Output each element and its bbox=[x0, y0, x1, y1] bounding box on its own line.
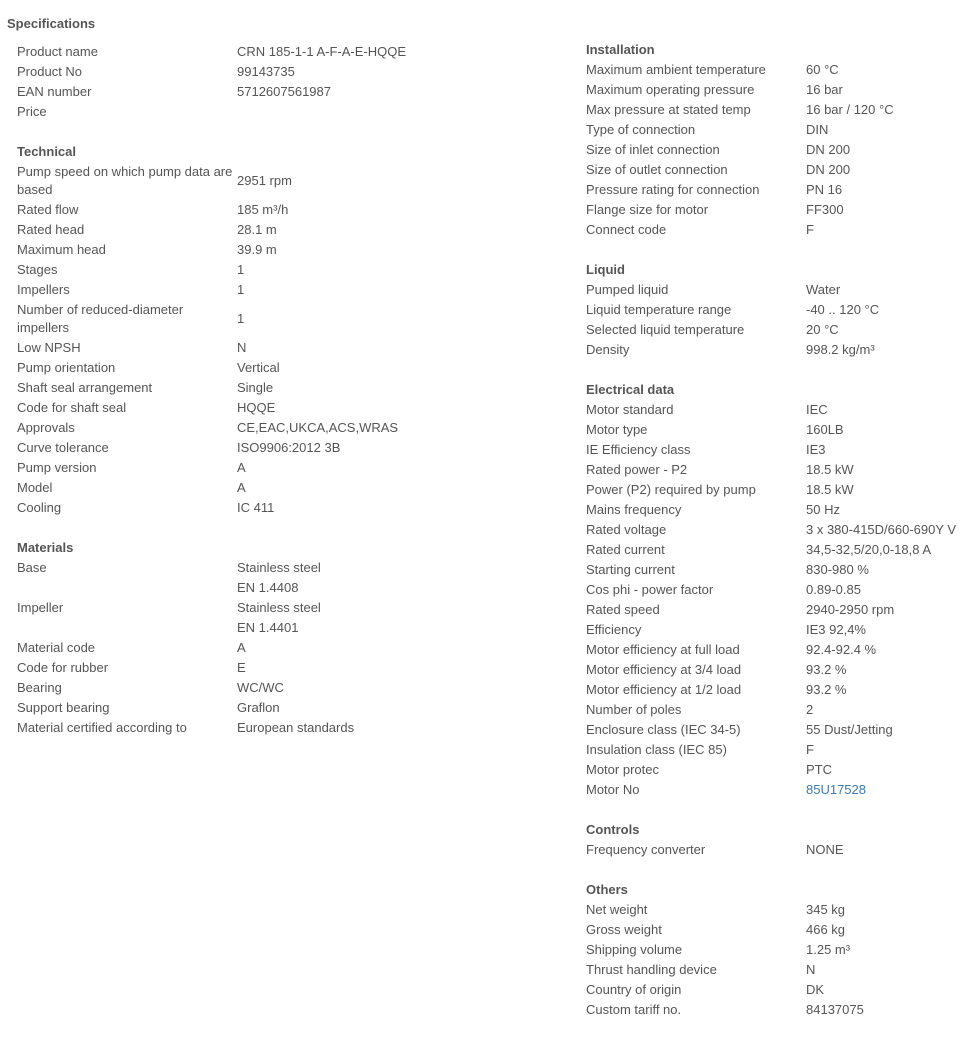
spec-row bbox=[17, 280, 437, 300]
spec-value-line: 55 Dust/Jetting bbox=[806, 722, 893, 737]
spec-row bbox=[586, 720, 964, 740]
spec-value bbox=[806, 460, 964, 480]
spec-value-line: IE3 92,4% bbox=[806, 622, 866, 637]
spec-value-line: Graflon bbox=[237, 700, 280, 715]
spec-row bbox=[586, 180, 964, 200]
spec-value-line: 1 bbox=[237, 262, 245, 277]
spec-label: Impellers bbox=[17, 282, 70, 297]
spec-row bbox=[586, 280, 964, 300]
spec-label: Maximum head bbox=[17, 242, 106, 257]
spec-label: Model bbox=[17, 480, 53, 495]
spec-row bbox=[586, 760, 964, 780]
spec-value bbox=[237, 102, 437, 122]
spec-row bbox=[586, 540, 964, 560]
left-column bbox=[17, 42, 437, 758]
spec-label: Stages bbox=[17, 262, 58, 277]
spec-label: Price bbox=[17, 104, 47, 119]
spec-value bbox=[806, 60, 964, 80]
spec-value-line: 0.89-0.85 bbox=[806, 582, 861, 597]
spec-value-line: 99143735 bbox=[237, 64, 295, 79]
spec-value bbox=[237, 162, 437, 200]
spec-value bbox=[806, 440, 964, 460]
spec-row bbox=[586, 200, 964, 220]
spec-value-line: A bbox=[237, 460, 246, 475]
spec-row bbox=[17, 82, 437, 102]
spec-section-others bbox=[586, 880, 964, 1020]
spec-value bbox=[806, 560, 964, 580]
spec-row bbox=[17, 338, 437, 358]
spec-value-line: 28.1 m bbox=[237, 222, 277, 237]
spec-label: Gross weight bbox=[586, 922, 662, 937]
spec-row bbox=[586, 640, 964, 660]
spec-label: Base bbox=[17, 560, 47, 575]
spec-value-line: ISO9906:2012 3B bbox=[237, 440, 341, 455]
spec-label: Country of origin bbox=[586, 982, 682, 997]
section-title: Technical bbox=[17, 144, 77, 159]
spec-row bbox=[17, 220, 437, 240]
spec-value bbox=[806, 220, 964, 240]
spec-value bbox=[237, 418, 437, 438]
spec-row bbox=[586, 840, 964, 860]
spec-value-line: HQQE bbox=[237, 400, 276, 415]
spec-label: Frequency converter bbox=[586, 842, 706, 857]
spec-value bbox=[806, 140, 964, 160]
spec-row bbox=[17, 598, 437, 638]
spec-label: Pumped liquid bbox=[586, 282, 669, 297]
spec-row bbox=[586, 60, 964, 80]
section-title: Controls bbox=[586, 822, 640, 837]
spec-value bbox=[806, 680, 964, 700]
spec-value bbox=[237, 438, 437, 458]
spec-label: Material certified according to bbox=[17, 720, 187, 735]
spec-value-line: DIN bbox=[806, 122, 829, 137]
spec-value-line: 830-980 % bbox=[806, 562, 869, 577]
spec-label: Rated voltage bbox=[586, 522, 667, 537]
spec-row bbox=[586, 900, 964, 920]
spec-value bbox=[806, 120, 964, 140]
spec-row bbox=[586, 520, 964, 540]
spec-label: Insulation class (IEC 85) bbox=[586, 742, 727, 757]
spec-value bbox=[806, 480, 964, 500]
spec-label: Motor protec bbox=[586, 762, 659, 777]
spec-value bbox=[806, 980, 964, 1000]
spec-label: Cos phi - power factor bbox=[586, 582, 714, 597]
spec-value-line: 1.25 m³ bbox=[806, 942, 851, 957]
spec-label: Motor type bbox=[586, 422, 648, 437]
spec-value-line: A bbox=[237, 640, 246, 655]
spec-label: Motor standard bbox=[586, 402, 674, 417]
spec-label: Code for shaft seal bbox=[17, 400, 127, 415]
spec-value-line: 50 Hz bbox=[806, 502, 840, 517]
spec-value bbox=[237, 220, 437, 240]
spec-value bbox=[237, 338, 437, 358]
spec-label: Custom tariff no. bbox=[586, 1002, 682, 1017]
spec-label: Rated flow bbox=[17, 202, 79, 217]
spec-value-line: EN 1.4408 bbox=[237, 580, 299, 595]
spec-row bbox=[586, 400, 964, 420]
spec-value bbox=[806, 920, 964, 940]
spec-value-line: 5712607561987 bbox=[237, 84, 331, 99]
spec-label: Thrust handling device bbox=[586, 962, 717, 977]
spec-label: Rated speed bbox=[586, 602, 660, 617]
spec-label: Density bbox=[586, 342, 630, 357]
spec-section-electrical-data bbox=[586, 380, 964, 800]
spec-value bbox=[806, 420, 964, 440]
section-title: Electrical data bbox=[586, 382, 675, 397]
spec-row bbox=[586, 960, 964, 980]
spec-row bbox=[17, 678, 437, 698]
section-title: Others bbox=[586, 882, 628, 897]
spec-value bbox=[806, 780, 964, 800]
spec-value bbox=[806, 640, 964, 660]
spec-value bbox=[806, 340, 964, 360]
spec-value-line: DN 200 bbox=[806, 142, 851, 157]
spec-value-line: NONE bbox=[806, 842, 844, 857]
spec-label: Support bearing bbox=[17, 700, 110, 715]
spec-row bbox=[586, 740, 964, 760]
spec-value-line: Stainless steel bbox=[237, 560, 321, 575]
spec-label: Enclosure class (IEC 34-5) bbox=[586, 722, 741, 737]
spec-value bbox=[237, 42, 437, 62]
spec-label: Net weight bbox=[586, 902, 648, 917]
spec-value-line: 16 bar / 120 °C bbox=[806, 102, 894, 117]
spec-row bbox=[17, 658, 437, 678]
spec-value-line: 60 °C bbox=[806, 62, 839, 77]
spec-value bbox=[806, 840, 964, 860]
spec-row bbox=[586, 80, 964, 100]
spec-label: Shaft seal arrangement bbox=[17, 380, 153, 395]
spec-label: Rated current bbox=[586, 542, 665, 557]
spec-value bbox=[237, 280, 437, 300]
spec-label: Motor efficiency at full load bbox=[586, 642, 740, 657]
spec-value bbox=[237, 82, 437, 102]
spec-row bbox=[586, 140, 964, 160]
spec-row bbox=[17, 358, 437, 378]
spec-row bbox=[17, 498, 437, 518]
spec-label: Mains frequency bbox=[586, 502, 682, 517]
spec-label: Connect code bbox=[586, 222, 667, 237]
spec-label: Number of reduced-diameter impellers bbox=[17, 302, 184, 335]
spec-row bbox=[586, 160, 964, 180]
spec-value-line: Vertical bbox=[237, 360, 280, 375]
spec-row bbox=[586, 100, 964, 120]
spec-row bbox=[17, 718, 437, 738]
spec-value-line: 466 kg bbox=[806, 922, 846, 937]
spec-row bbox=[586, 120, 964, 140]
spec-value-line: 345 kg bbox=[806, 902, 846, 917]
spec-value-line: 16 bar bbox=[806, 82, 843, 97]
spec-label: Number of poles bbox=[586, 702, 682, 717]
spec-label: Efficiency bbox=[586, 622, 642, 637]
spec-label: Power (P2) required by pump bbox=[586, 482, 756, 497]
spec-row bbox=[586, 700, 964, 720]
spec-value bbox=[806, 200, 964, 220]
spec-label: Size of outlet connection bbox=[586, 162, 728, 177]
spec-row bbox=[586, 500, 964, 520]
spec-label: Shipping volume bbox=[586, 942, 683, 957]
spec-label: Pump version bbox=[17, 460, 97, 475]
spec-value-line: CE,EAC,UKCA,ACS,WRAS bbox=[237, 420, 399, 435]
spec-value-line: 3 x 380-415D/660-690Y V bbox=[806, 522, 957, 537]
spec-value bbox=[237, 458, 437, 478]
spec-value bbox=[806, 700, 964, 720]
spec-value bbox=[806, 760, 964, 780]
spec-label: IE Efficiency class bbox=[586, 442, 691, 457]
spec-row bbox=[17, 240, 437, 260]
spec-value bbox=[806, 160, 964, 180]
spec-value bbox=[806, 540, 964, 560]
spec-value bbox=[237, 498, 437, 518]
spec-row bbox=[17, 62, 437, 82]
spec-row bbox=[586, 460, 964, 480]
spec-value bbox=[806, 900, 964, 920]
spec-value-line: 1 bbox=[237, 311, 245, 326]
spec-value-line: N bbox=[237, 340, 247, 355]
spec-value bbox=[237, 698, 437, 718]
spec-value-line: F bbox=[806, 222, 814, 237]
spec-row bbox=[586, 1000, 964, 1020]
spec-value-line: 2 bbox=[806, 702, 814, 717]
spec-value-line: 1 bbox=[237, 282, 245, 297]
spec-label: Liquid temperature range bbox=[586, 302, 732, 317]
spec-value bbox=[806, 400, 964, 420]
spec-section-liquid bbox=[586, 260, 964, 360]
spec-value-line: 92.4-92.4 % bbox=[806, 642, 877, 657]
spec-row bbox=[17, 378, 437, 398]
spec-value bbox=[806, 1000, 964, 1020]
spec-value bbox=[806, 500, 964, 520]
spec-value-line: 185 m³/h bbox=[237, 202, 289, 217]
spec-value-line: -40 .. 120 °C bbox=[806, 302, 880, 317]
spec-label: Cooling bbox=[17, 500, 62, 515]
spec-value bbox=[806, 720, 964, 740]
spec-value-line: DN 200 bbox=[806, 162, 851, 177]
spec-section-technical bbox=[17, 142, 437, 518]
spec-value-line: N bbox=[806, 962, 816, 977]
spec-value bbox=[806, 520, 964, 540]
spec-row bbox=[586, 440, 964, 460]
spec-label: Selected liquid temperature bbox=[586, 322, 745, 337]
spec-value bbox=[806, 580, 964, 600]
spec-value bbox=[806, 80, 964, 100]
spec-value-line: PN 16 bbox=[806, 182, 843, 197]
spec-value bbox=[806, 660, 964, 680]
spec-label: Starting current bbox=[586, 562, 675, 577]
spec-value-line: IE3 bbox=[806, 442, 826, 457]
spec-value bbox=[806, 620, 964, 640]
spec-label: Max pressure at stated temp bbox=[586, 102, 751, 117]
spec-row bbox=[586, 620, 964, 640]
spec-row bbox=[17, 438, 437, 458]
spec-row bbox=[17, 458, 437, 478]
spec-value bbox=[806, 940, 964, 960]
spec-value-line: 18.5 kW bbox=[806, 482, 854, 497]
spec-label: Low NPSH bbox=[17, 340, 81, 355]
spec-label: Code for rubber bbox=[17, 660, 109, 675]
spec-label: Pressure rating for connection bbox=[586, 182, 760, 197]
spec-row bbox=[586, 580, 964, 600]
spec-section-controls bbox=[586, 820, 964, 860]
spec-row bbox=[586, 780, 964, 800]
spec-value-line: 2940-2950 rpm bbox=[806, 602, 895, 617]
spec-label: Pump speed on which pump data are based bbox=[17, 164, 233, 197]
page-title: Specifications bbox=[7, 16, 96, 31]
spec-value-line: WC/WC bbox=[237, 680, 284, 695]
spec-value bbox=[237, 240, 437, 260]
spec-value bbox=[237, 658, 437, 678]
spec-label: Motor efficiency at 3/4 load bbox=[586, 662, 742, 677]
spec-label: Rated power - P2 bbox=[586, 462, 688, 477]
spec-row bbox=[17, 300, 437, 338]
spec-label: Type of connection bbox=[586, 122, 696, 137]
spec-value-line: 93.2 % bbox=[806, 682, 847, 697]
spec-row bbox=[17, 418, 437, 438]
spec-value-line: IC 411 bbox=[237, 500, 275, 515]
spec-value-line: European standards bbox=[237, 720, 355, 735]
spec-row bbox=[17, 162, 437, 200]
spec-value-line: 84137075 bbox=[806, 1002, 864, 1017]
spec-value-line: E bbox=[237, 660, 246, 675]
spec-row bbox=[17, 478, 437, 498]
spec-label: Product No bbox=[17, 64, 83, 79]
spec-value bbox=[237, 558, 437, 598]
spec-row bbox=[17, 638, 437, 658]
spec-label: Material code bbox=[17, 640, 96, 655]
spec-value-line: 93.2 % bbox=[806, 662, 847, 677]
spec-value bbox=[806, 180, 964, 200]
spec-value bbox=[806, 600, 964, 620]
spec-row bbox=[17, 42, 437, 62]
spec-value bbox=[237, 478, 437, 498]
spec-value-line: 20 °C bbox=[806, 322, 839, 337]
spec-row bbox=[586, 300, 964, 320]
spec-value bbox=[806, 100, 964, 120]
spec-value-line: 34,5-32,5/20,0-18,8 A bbox=[806, 542, 932, 557]
spec-label: Motor No bbox=[586, 782, 640, 797]
spec-row bbox=[586, 980, 964, 1000]
spec-label: Curve tolerance bbox=[17, 440, 109, 455]
spec-value bbox=[237, 598, 437, 638]
spec-value bbox=[237, 260, 437, 280]
spec-label: Product name bbox=[17, 44, 98, 59]
spec-row bbox=[17, 698, 437, 718]
spec-value bbox=[237, 398, 437, 418]
spec-value-line: 160LB bbox=[806, 422, 844, 437]
spec-label: EAN number bbox=[17, 84, 92, 99]
spec-section-installation bbox=[586, 40, 964, 240]
spec-section-general bbox=[17, 42, 437, 122]
spec-row bbox=[586, 560, 964, 580]
spec-value bbox=[237, 718, 437, 738]
spec-row bbox=[586, 480, 964, 500]
spec-value bbox=[237, 200, 437, 220]
spec-value bbox=[806, 280, 964, 300]
spec-value-line: Single bbox=[237, 380, 274, 395]
right-column bbox=[586, 40, 964, 1040]
spec-section-materials bbox=[17, 538, 437, 738]
spec-label: Pump orientation bbox=[17, 360, 116, 375]
spec-label: Maximum operating pressure bbox=[586, 82, 755, 97]
spec-value bbox=[237, 378, 437, 398]
spec-value-line: 2951 rpm bbox=[237, 173, 292, 188]
spec-label: Motor efficiency at 1/2 load bbox=[586, 682, 742, 697]
spec-value-line: DK bbox=[806, 982, 825, 997]
spec-value bbox=[806, 320, 964, 340]
section-title: Liquid bbox=[586, 262, 625, 277]
spec-row bbox=[17, 398, 437, 418]
spec-value-line: FF300 bbox=[806, 202, 844, 217]
spec-row bbox=[586, 660, 964, 680]
spec-label: Approvals bbox=[17, 420, 75, 435]
spec-value-line: CRN 185-1-1 A-F-A-E-HQQE bbox=[237, 44, 407, 59]
spec-row bbox=[586, 680, 964, 700]
spec-row bbox=[586, 420, 964, 440]
spec-row bbox=[586, 600, 964, 620]
motor-number-link[interactable]: 85U17528 bbox=[806, 782, 866, 797]
spec-row bbox=[586, 220, 964, 240]
spec-value bbox=[237, 678, 437, 698]
spec-label: Size of inlet connection bbox=[586, 142, 720, 157]
section-title: Installation bbox=[586, 42, 655, 57]
spec-value bbox=[237, 300, 437, 338]
spec-value-line: PTC bbox=[806, 762, 832, 777]
spec-value-line: Water bbox=[806, 282, 841, 297]
spec-row bbox=[17, 102, 437, 122]
spec-value bbox=[806, 960, 964, 980]
spec-label: Maximum ambient temperature bbox=[586, 62, 766, 77]
spec-value-line: 18.5 kW bbox=[806, 462, 854, 477]
spec-value bbox=[237, 62, 437, 82]
spec-value bbox=[237, 638, 437, 658]
spec-value-line: 39.9 m bbox=[237, 242, 277, 257]
spec-value-line: Stainless steel bbox=[237, 600, 321, 615]
spec-value-line: 998.2 kg/m³ bbox=[806, 342, 875, 357]
spec-row bbox=[586, 920, 964, 940]
spec-value-line: IEC bbox=[806, 402, 828, 417]
spec-value-line: F bbox=[806, 742, 814, 757]
spec-value bbox=[237, 358, 437, 378]
spec-label: Impeller bbox=[17, 600, 64, 615]
spec-value-line: A bbox=[237, 480, 246, 495]
spec-row bbox=[17, 200, 437, 220]
spec-label: Bearing bbox=[17, 680, 62, 695]
spec-value bbox=[806, 740, 964, 760]
spec-value-line: EN 1.4401 bbox=[237, 620, 299, 635]
spec-value bbox=[806, 300, 964, 320]
spec-row bbox=[17, 558, 437, 598]
spec-label: Flange size for motor bbox=[586, 202, 709, 217]
spec-label: Rated head bbox=[17, 222, 85, 237]
spec-row bbox=[586, 340, 964, 360]
spec-row bbox=[586, 940, 964, 960]
section-title: Materials bbox=[17, 540, 74, 555]
spec-row bbox=[586, 320, 964, 340]
spec-row bbox=[17, 260, 437, 280]
